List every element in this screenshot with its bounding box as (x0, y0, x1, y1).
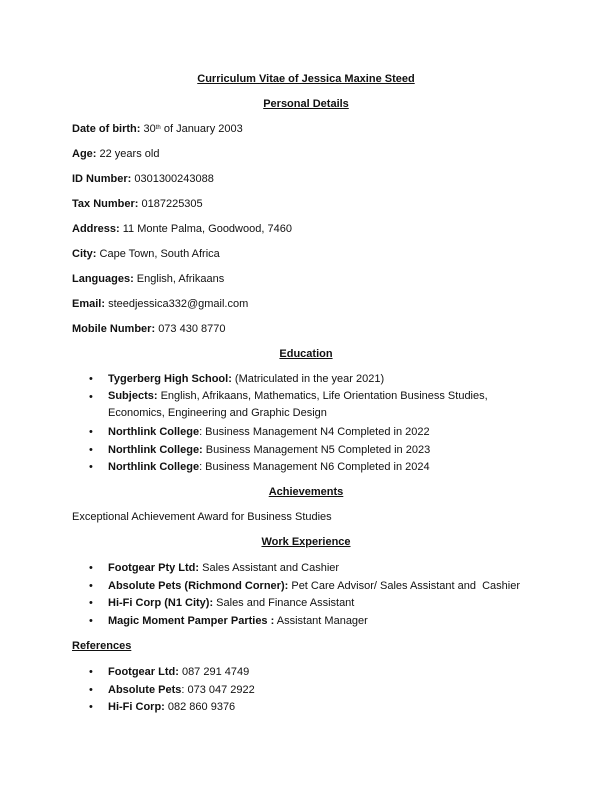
age-field (72, 147, 159, 161)
field-value: 11 Monte Palma, Goodwood, 7460 (122, 223, 292, 235)
city-field (72, 247, 220, 261)
bullet-icon: • (89, 373, 93, 385)
item-value: Assistant Manager (274, 615, 368, 627)
item-label: Absolute Pets (108, 684, 182, 696)
list-item (108, 561, 339, 575)
field-label: City: (72, 248, 97, 260)
item-value: Business Management N5 Completed in 2023 (202, 444, 431, 456)
address-field (72, 222, 292, 236)
field-value: 0301300243088 (134, 173, 214, 185)
id-number-field (72, 172, 214, 186)
list-item (108, 700, 235, 714)
list-item (108, 460, 430, 474)
languages-field (72, 272, 224, 286)
email-field (72, 297, 248, 311)
item-label: Hi-Fi Corp: (108, 701, 165, 713)
references-heading: References (72, 640, 132, 652)
dob-field (72, 122, 243, 136)
bullet-icon: • (89, 684, 93, 696)
item-value: : 073 047 2922 (181, 684, 255, 696)
field-value: 073 430 8770 (158, 323, 226, 335)
bullet-icon: • (89, 562, 93, 574)
field-value: 22 years old (99, 148, 160, 160)
list-item (108, 683, 255, 697)
list-item (108, 596, 354, 610)
item-label: Northlink College (108, 426, 200, 438)
field-label: Date of birth: (72, 123, 141, 135)
field-label: Mobile Number: (72, 323, 156, 335)
bullet-icon: • (89, 580, 93, 592)
item-value: : Business Management N6 Completed in 2024 (199, 461, 430, 473)
field-label: Languages: (72, 273, 134, 285)
item-value: 082 860 9376 (164, 701, 236, 713)
field-label: Tax Number: (72, 198, 139, 210)
item-label: Hi-Fi Corp (N1 City): (108, 597, 214, 609)
work-experience-heading: Work Experience (261, 536, 351, 548)
item-label: Absolute Pets (Richmond Corner): (108, 580, 289, 592)
bullet-icon: • (89, 597, 93, 609)
item-label: Tygerberg High School: (108, 373, 232, 385)
bullet-icon: • (89, 701, 93, 713)
achievements-heading: Achievements (268, 486, 344, 498)
item-value: English, Afrikaans, Mathematics, Life Orientation Business Studies, Economics, Engineering and Graphic Design (108, 390, 488, 419)
mobile-field (72, 322, 225, 336)
list-item (108, 443, 430, 457)
tax-number-field (72, 197, 203, 211)
bullet-icon: • (89, 615, 93, 627)
bullet-icon: • (89, 444, 93, 456)
item-value: 087 291 4749 (178, 666, 250, 678)
item-value: Pet Care Advisor/ Sales Assistant and Cashier (288, 580, 521, 592)
list-item (108, 614, 368, 628)
dob-day: 30 (143, 123, 156, 135)
dob-rest: of January 2003 (163, 123, 243, 135)
list-item (108, 425, 430, 439)
field-label: Email: (72, 298, 106, 310)
bullet-icon: • (89, 461, 93, 473)
education-heading: Education (279, 348, 333, 360)
list-item (108, 372, 384, 386)
list-item (108, 665, 249, 679)
item-label: Northlink College: (108, 444, 203, 456)
dob-suffix: th (155, 125, 161, 131)
item-label: Magic Moment Pamper Parties : (108, 615, 275, 627)
field-value: English, Afrikaans (136, 273, 225, 285)
item-value: (Matriculated in the year 2021) (231, 373, 385, 385)
field-value: Cape Town, South Africa (99, 248, 220, 260)
bullet-icon: • (89, 666, 93, 678)
field-label: ID Number: (72, 173, 132, 185)
item-label: Footgear Ltd: (108, 666, 179, 678)
item-value: Sales and Finance Assistant (213, 597, 355, 609)
personal-details-heading: Personal Details (263, 98, 349, 110)
item-label: Footgear Pty Ltd: (108, 562, 200, 574)
field-label: Address: (72, 223, 120, 235)
item-value: : Business Management N4 Completed in 2022 (199, 426, 430, 438)
bullet-icon: • (89, 391, 93, 403)
field-label: Age: (72, 148, 97, 160)
field-value: 0187225305 (141, 198, 203, 210)
field-value: steedjessica332@gmail.com (108, 298, 249, 310)
list-item (108, 579, 520, 593)
achievement-text: Exceptional Achievement Award for Business Studies (72, 511, 332, 523)
item-label: Northlink College (108, 461, 200, 473)
item-value: Sales Assistant and Cashier (199, 562, 340, 574)
item-label: Subjects: (108, 390, 158, 402)
list-item (108, 388, 518, 422)
bullet-icon: • (89, 426, 93, 438)
document-title: Curriculum Vitae of Jessica Maxine Steed (197, 73, 415, 85)
